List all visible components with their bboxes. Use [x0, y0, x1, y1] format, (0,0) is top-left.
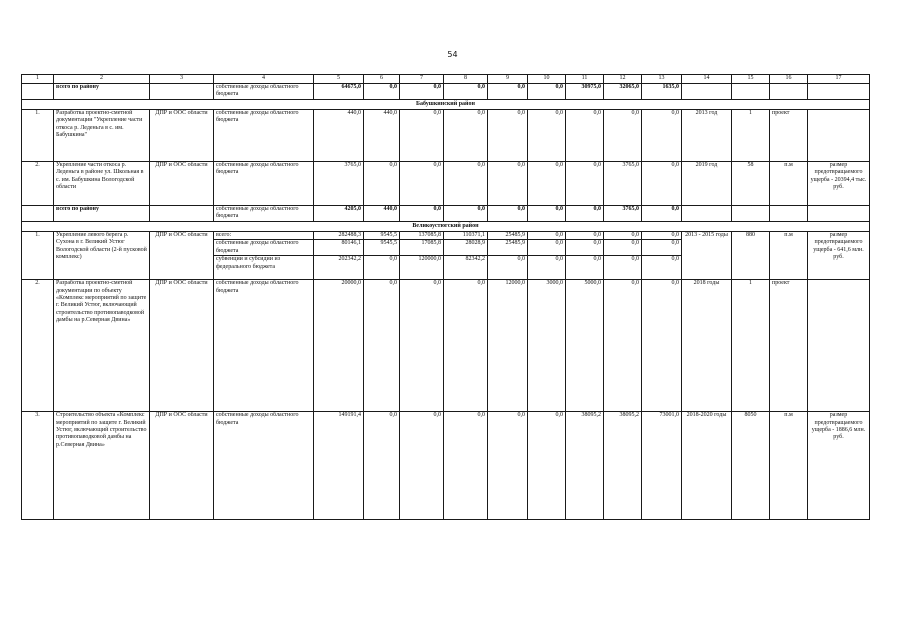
value-cell: 440,0: [314, 109, 364, 161]
value-cell: 0,0: [642, 240, 682, 256]
value-cell: 120000,0: [400, 256, 444, 280]
value-cell: 38095,2: [566, 412, 604, 520]
value-cell: 0,0: [566, 205, 604, 221]
value-cell: 0,0: [528, 256, 566, 280]
col-num-2: 2: [54, 75, 150, 84]
note: размер предотвращаемого ущерба - 20394,4 тыс. руб.: [808, 161, 870, 205]
value-cell: 0,0: [566, 231, 604, 239]
implementation-period: 2019 год: [682, 161, 732, 205]
unit: проект: [770, 280, 808, 412]
page-number: 54: [447, 50, 458, 59]
value-cell: 0,0: [642, 231, 682, 239]
value-cell: 0,0: [400, 109, 444, 161]
value-cell: 0,0: [566, 256, 604, 280]
executor: ДПР и ООС области: [150, 280, 214, 412]
funding-source: собственные доходы областного бюджета: [214, 412, 314, 520]
funding-source: собственные доходы областного бюджета: [214, 240, 314, 256]
executor: ДПР и ООС области: [150, 231, 214, 279]
value-cell: 440,0: [364, 109, 400, 161]
implementation-period: 2018-2020 годы: [682, 412, 732, 520]
implementation-period: 2018 годы: [682, 280, 732, 412]
col-num-13: 13: [642, 75, 682, 84]
value-cell: 149191,4: [314, 412, 364, 520]
value-cell: 0,0: [364, 161, 400, 205]
value-cell: 82342,2: [444, 256, 488, 280]
section-header-row: [22, 99, 870, 109]
value-cell: 282488,3: [314, 231, 364, 239]
total-label: всего по району: [54, 84, 150, 100]
value-cell: 0,0: [604, 109, 642, 161]
value-cell: 0,0: [444, 412, 488, 520]
value-cell: 3765,0: [604, 161, 642, 205]
value-cell: 0,0: [528, 109, 566, 161]
note: размер предотвращаемого ущерба - 641,6 млн. руб.: [808, 231, 870, 279]
column-number-row: [22, 75, 870, 84]
activity-name: Укрепление части откоса р. Леденьга в районе ул. Школьная в с. им. Бабушкина Вологодской области: [54, 161, 150, 205]
value-cell: 30975,0: [566, 84, 604, 100]
value-cell: 0,0: [604, 280, 642, 412]
section-title: Бабушкинский район: [22, 99, 870, 109]
row-number: 1.: [22, 231, 54, 279]
value-cell: 137085,8: [400, 231, 444, 239]
col-num-8: 8: [444, 75, 488, 84]
row-number: 3.: [22, 412, 54, 520]
value-cell: 20000,0: [314, 280, 364, 412]
funding-source: собственные доходы областного бюджета: [214, 280, 314, 412]
value-cell: 0,0: [642, 280, 682, 412]
value-cell: 0,0: [566, 161, 604, 205]
note: [808, 280, 870, 412]
activity-name: Укрепление левого берега р. Сухона в г. Великий Устюг Вологодской области (2-й пусковой комплекс): [54, 231, 150, 279]
executor: ДПР и ООС области: [150, 412, 214, 520]
value-cell: 3765,0: [314, 161, 364, 205]
program-table: [21, 74, 870, 520]
value-cell: 0,0: [488, 412, 528, 520]
value-cell: 202342,2: [314, 256, 364, 280]
table-row: [22, 412, 870, 520]
value-cell: 1635,0: [642, 84, 682, 100]
quantity: 880: [732, 231, 770, 279]
value-cell: 0,0: [566, 240, 604, 256]
value-cell: 0,0: [364, 412, 400, 520]
value-cell: 0,0: [566, 109, 604, 161]
funding-source: субвенции и субсидии из федерального бюджета: [214, 256, 314, 280]
value-cell: 0,0: [400, 280, 444, 412]
implementation-period: 2013 - 2015 годы: [682, 231, 732, 279]
value-cell: 3765,0: [604, 205, 642, 221]
value-cell: 0,0: [642, 161, 682, 205]
implementation-period: 2013 год: [682, 109, 732, 161]
value-cell: 28028,9: [444, 240, 488, 256]
col-num-5: 5: [314, 75, 364, 84]
unit: п.м: [770, 412, 808, 520]
col-num-3: 3: [150, 75, 214, 84]
section-header-row: [22, 221, 870, 231]
value-cell: 0,0: [604, 240, 642, 256]
row-number: 2.: [22, 280, 54, 412]
value-cell: 17085,8: [400, 240, 444, 256]
col-num-17: 17: [808, 75, 870, 84]
value-cell: 110371,1: [444, 231, 488, 239]
col-num-6: 6: [364, 75, 400, 84]
activity-name: Разработка проектно-сметной документации по объекту «Комплекс мероприятий по защите г. Великий Устюг, включающий строительство противопаводковой дамбы на р.Северная Двина»: [54, 280, 150, 412]
value-cell: 0,0: [400, 412, 444, 520]
activity-name: Разработка проектно-сметной документации "Укрепление части откоса р. Леденьга в с. им. Бабушкина": [54, 109, 150, 161]
value-cell: 0,0: [364, 280, 400, 412]
value-cell: 0,0: [488, 84, 528, 100]
value-cell: 0,0: [488, 161, 528, 205]
value-cell: 12000,0: [488, 280, 528, 412]
unit: п.м: [770, 161, 808, 205]
value-cell: 5000,0: [566, 280, 604, 412]
note: размер предотвращаемого ущерба - 1886,6 млн. руб.: [808, 412, 870, 520]
value-cell: 0,0: [488, 256, 528, 280]
value-cell: 0,0: [528, 161, 566, 205]
executor: ДПР и ООС области: [150, 109, 214, 161]
value-cell: 64675,0: [314, 84, 364, 100]
value-cell: 3000,0: [528, 280, 566, 412]
value-cell: 0,0: [400, 205, 444, 221]
value-cell: 0,0: [528, 84, 566, 100]
activity-name: Строительство объекта «Комплекс мероприятий по защите г. Великий Устюг, включающий строительство противопаводковой дамбы на р.Северная Двина»: [54, 412, 150, 520]
funding-source: собственные доходы областного бюджета: [214, 205, 314, 221]
table-row: [22, 109, 870, 161]
value-cell: 0,0: [400, 84, 444, 100]
col-num-15: 15: [732, 75, 770, 84]
value-cell: 0,0: [364, 256, 400, 280]
quantity: 58: [732, 161, 770, 205]
col-num-14: 14: [682, 75, 732, 84]
value-cell: 0,0: [642, 205, 682, 221]
col-num-12: 12: [604, 75, 642, 84]
table-row: [22, 280, 870, 412]
value-cell: 0,0: [444, 84, 488, 100]
value-cell: 38095,2: [604, 412, 642, 520]
value-cell: 0,0: [444, 161, 488, 205]
col-num-10: 10: [528, 75, 566, 84]
col-num-4: 4: [214, 75, 314, 84]
col-num-7: 7: [400, 75, 444, 84]
value-cell: 4205,0: [314, 205, 364, 221]
value-cell: 0,0: [528, 231, 566, 239]
quantity: 1: [732, 280, 770, 412]
note: [808, 109, 870, 161]
table-row: [22, 205, 870, 221]
value-cell: 80146,1: [314, 240, 364, 256]
value-cell: 9545,5: [364, 240, 400, 256]
value-cell: 32065,0: [604, 84, 642, 100]
table-row: [22, 231, 870, 239]
quantity: 1: [732, 109, 770, 161]
total-label: всего по району: [54, 205, 150, 221]
value-cell: 0,0: [642, 109, 682, 161]
value-cell: 0,0: [444, 280, 488, 412]
value-cell: 0,0: [400, 161, 444, 205]
row-number: 2.: [22, 161, 54, 205]
unit: проект: [770, 109, 808, 161]
col-num-9: 9: [488, 75, 528, 84]
executor: ДПР и ООС области: [150, 161, 214, 205]
value-cell: 0,0: [528, 205, 566, 221]
value-cell: 0,0: [488, 205, 528, 221]
value-cell: 0,0: [604, 231, 642, 239]
value-cell: 0,0: [444, 205, 488, 221]
value-cell: 440,0: [364, 205, 400, 221]
value-cell: 0,0: [528, 240, 566, 256]
value-cell: 9545,5: [364, 231, 400, 239]
value-cell: 0,0: [528, 412, 566, 520]
unit: п.м: [770, 231, 808, 279]
col-num-11: 11: [566, 75, 604, 84]
value-cell: 0,0: [488, 109, 528, 161]
value-cell: 73001,0: [642, 412, 682, 520]
col-num-1: 1: [22, 75, 54, 84]
value-cell: 0,0: [642, 256, 682, 280]
col-num-16: 16: [770, 75, 808, 84]
table-row: [22, 84, 870, 100]
quantity: 8050: [732, 412, 770, 520]
value-cell: 25485,9: [488, 231, 528, 239]
value-cell: 0,0: [364, 84, 400, 100]
funding-source: собственные доходы областного бюджета: [214, 161, 314, 205]
value-cell: 0,0: [444, 109, 488, 161]
value-cell: 0,0: [604, 256, 642, 280]
funding-source: всего:: [214, 231, 314, 239]
funding-source: собственные доходы областного бюджета: [214, 84, 314, 100]
value-cell: 25485,9: [488, 240, 528, 256]
section-title: Великоустюгский район: [22, 221, 870, 231]
row-number: 1.: [22, 109, 54, 161]
table-row: [22, 161, 870, 205]
funding-source: собственные доходы областного бюджета: [214, 109, 314, 161]
